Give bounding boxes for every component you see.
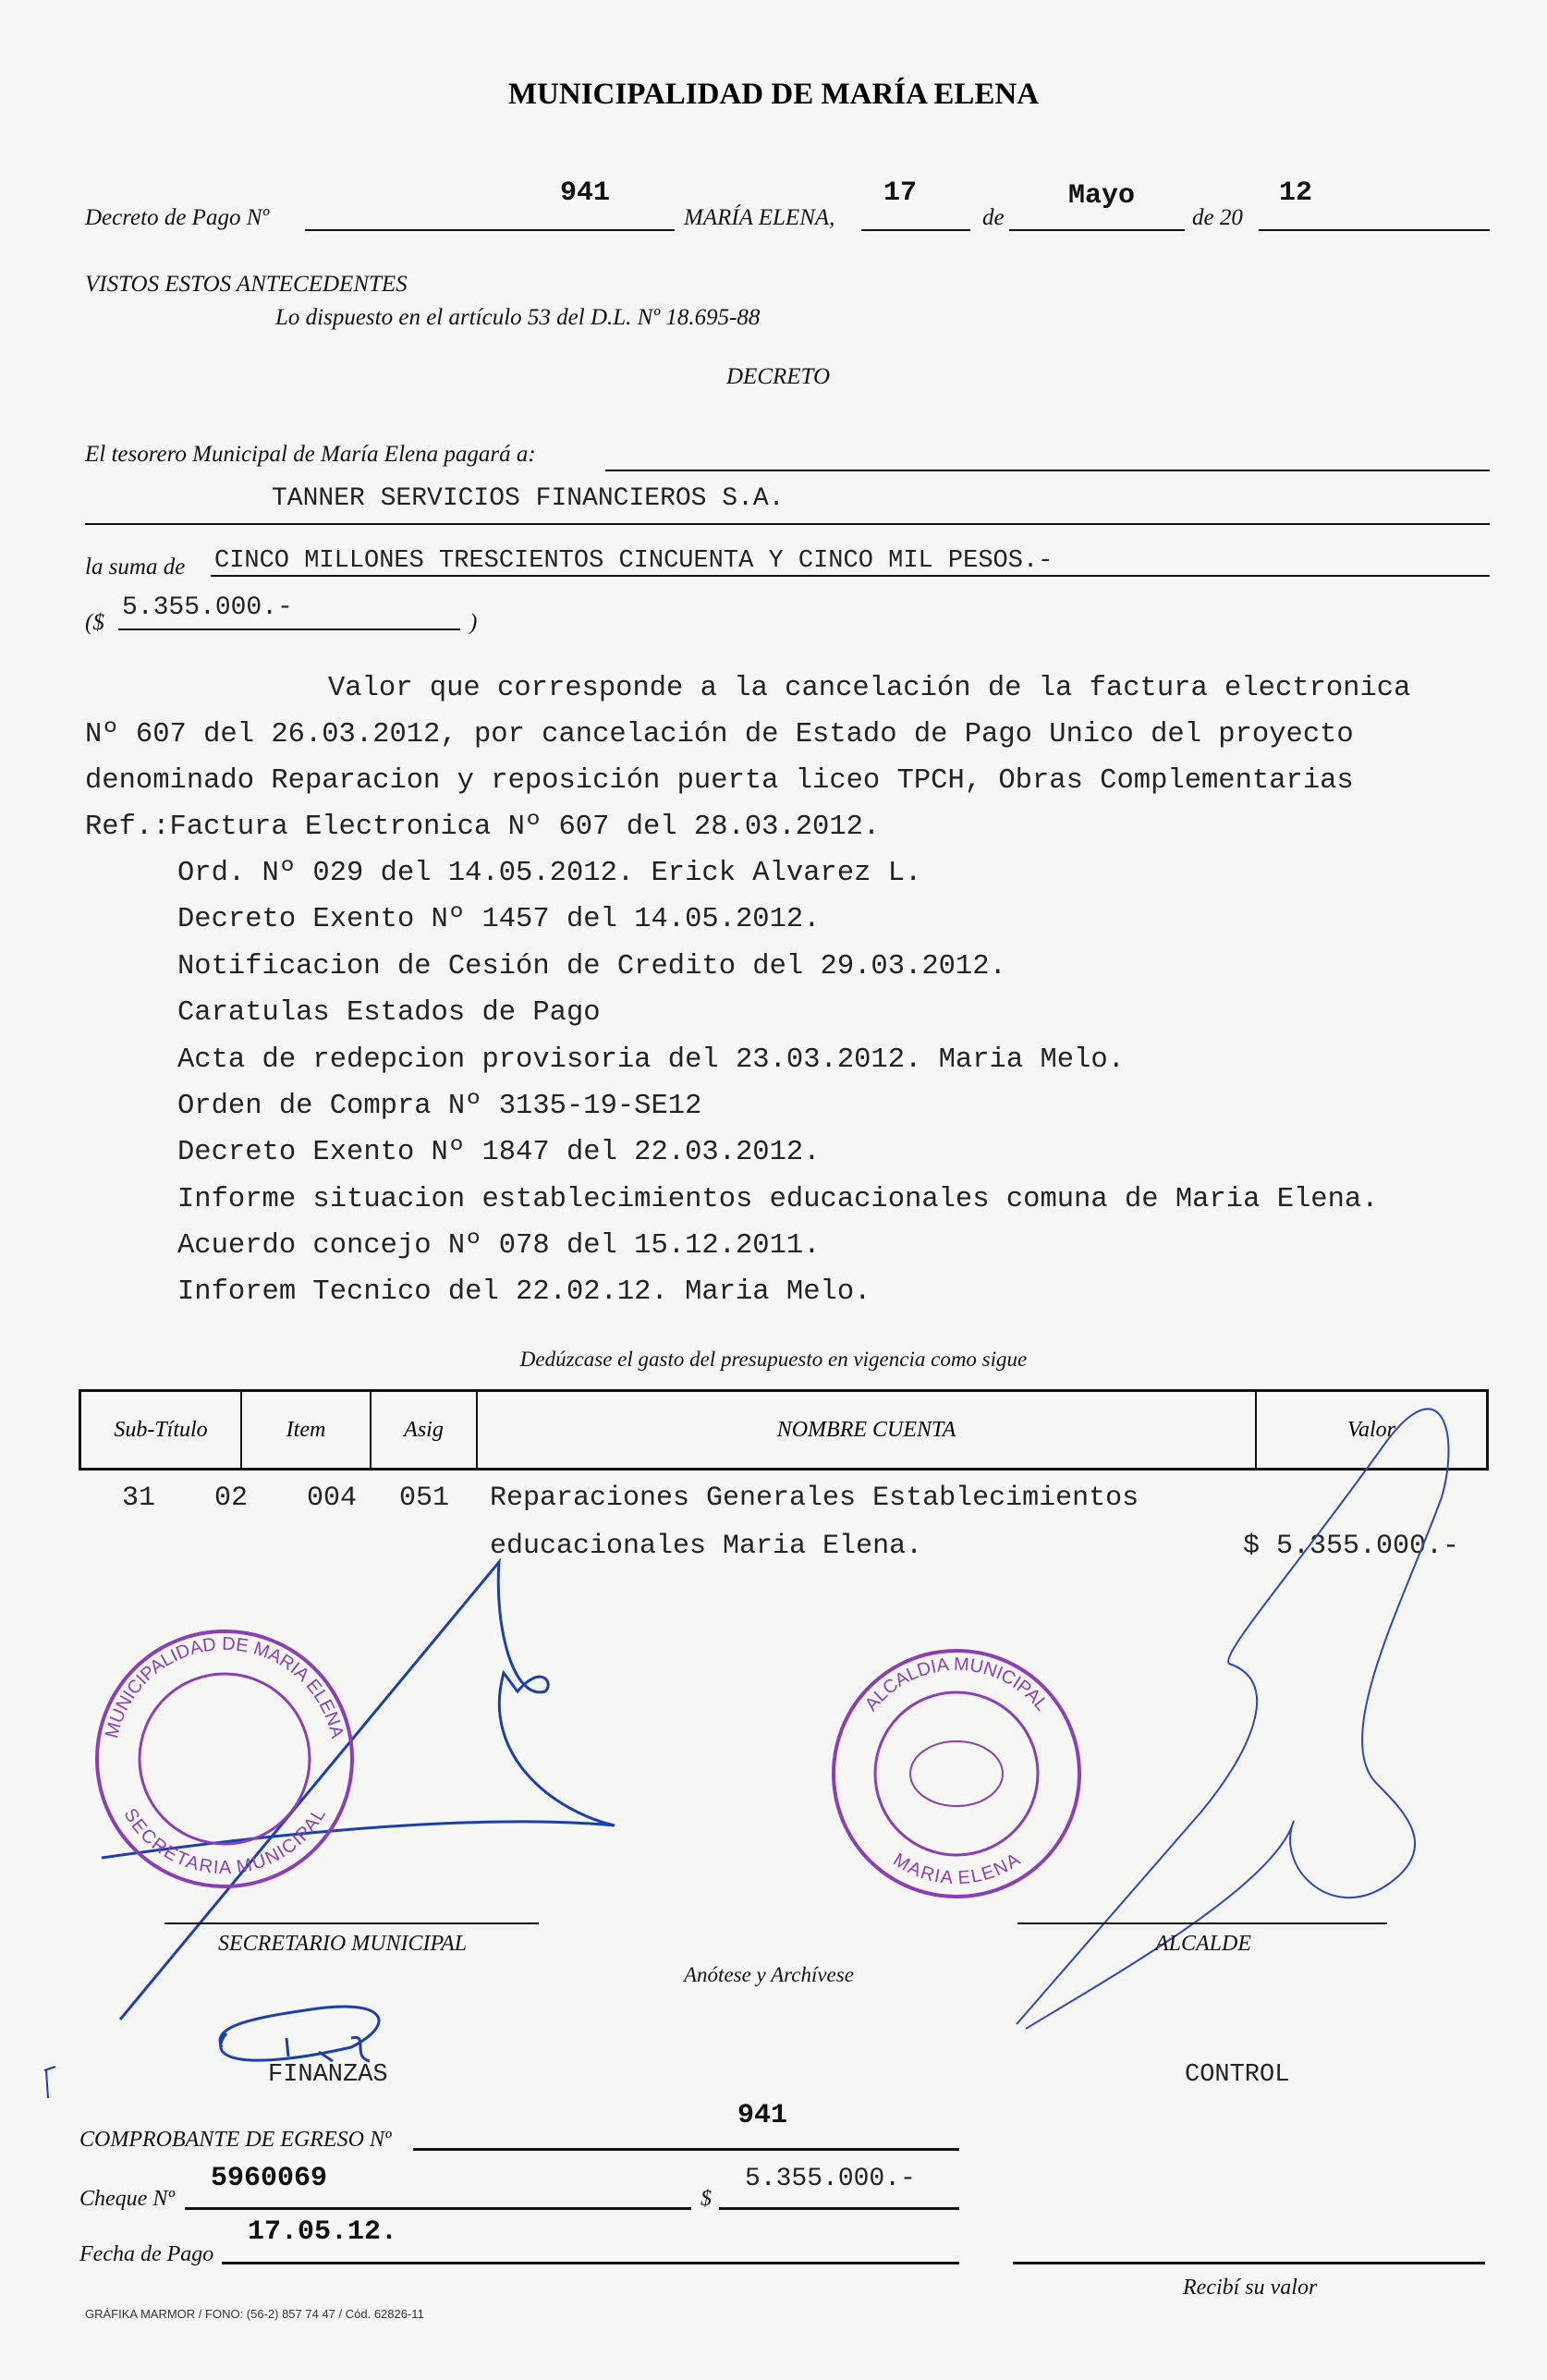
- dispuesto-text: Lo dispuesto en el artículo 53 del D.L. Nº 18.695-88: [275, 305, 761, 330]
- amount-words: CINCO MILLONES TRESCIENTOS CINCUENTA Y CINCO MIL PESOS.-: [214, 547, 1054, 575]
- finanzas-label: FINANZAS: [268, 2061, 388, 2089]
- amount-suffix: ): [469, 610, 478, 635]
- secretario-label: SECRETARIO MUNICIPAL: [218, 1932, 468, 1956]
- decreto-label: Decreto de Pago Nº: [85, 205, 270, 230]
- printer-footer: GRÁFIKA MARMOR / FONO: (56-2) 857 74 47 / Cód. 62826-11: [85, 2307, 424, 2321]
- cheque-dollar: $: [700, 2187, 712, 2211]
- year-value: 12: [1279, 177, 1313, 209]
- year-prefix: de 20: [1192, 205, 1243, 230]
- month-line: [1009, 229, 1185, 231]
- anotese-label: Anótese y Archívese: [684, 1963, 854, 1986]
- right-stamp-outer-text: ALCALDIA MUNICIPAL: [860, 1654, 1053, 1715]
- recibi-label: Recibí su valor: [1183, 2276, 1318, 2300]
- cheque-value: 5960069: [211, 2163, 328, 2194]
- cheque-amount-line: [719, 2207, 959, 2210]
- fecha-line: [222, 2262, 959, 2264]
- body-line: Nº 607 del 26.03.2012, por cancelación de Estado de Pago Unico del proyecto: [85, 719, 1354, 751]
- row-asig: 004: [307, 1483, 358, 1514]
- secretario-signature-line: [164, 1922, 539, 1924]
- amount-words-line: [211, 575, 1490, 577]
- left-stamp-inner-text: SECRETARIA MUNICIPAL: [119, 1804, 330, 1878]
- payee-label: El tesorero Municipal de María Elena pagará a:: [85, 442, 536, 467]
- reference-item: Informe situacion establecimientos educacionales comuna de Maria Elena.: [177, 1184, 1379, 1215]
- amount-prefix: ($: [85, 610, 104, 635]
- reference-item: Orden de Compra Nº 3135-19-SE12: [177, 1091, 702, 1122]
- day-line: [861, 229, 970, 231]
- left-stamp-graphic: [95, 1629, 354, 1888]
- year-line: [1259, 229, 1490, 231]
- col-nombre-cuenta: NOMBRE CUENTA: [478, 1392, 1257, 1468]
- row-valor: $ 5.355.000.-: [1243, 1531, 1460, 1562]
- cheque-amount: 5.355.000.-: [745, 2165, 916, 2193]
- body-line: Ref.:Factura Electronica Nº 607 del 28.03.2012.: [85, 812, 881, 843]
- day-value: 17: [883, 177, 918, 209]
- place-label: MARÍA ELENA,: [684, 205, 835, 230]
- col-item: Item: [242, 1392, 372, 1468]
- emblem-icon: [910, 1741, 1003, 1806]
- recibi-line: [1013, 2262, 1485, 2264]
- decreto-number: 941: [560, 177, 611, 209]
- pen-mark: [44, 2067, 55, 2098]
- reference-item: Decreto Exento Nº 1457 del 14.05.2012.: [177, 904, 821, 935]
- cheque-label: Cheque Nº: [79, 2187, 175, 2211]
- right-stamp-graphic: [832, 1649, 1081, 1898]
- vistos-heading: VISTOS ESTOS ANTECEDENTES: [85, 272, 408, 297]
- comprobante-label: COMPROBANTE DE EGRESO Nº: [79, 2128, 392, 2152]
- payee-line-1: [605, 470, 1490, 471]
- finanzas-signature: [220, 2007, 379, 2061]
- de-label: de: [982, 205, 1005, 230]
- fecha-value: 17.05.12.: [248, 2216, 398, 2248]
- comprobante-line: [413, 2148, 959, 2151]
- reference-item: Acta de redepcion provisoria del 23.03.2012. Maria Melo.: [177, 1044, 1125, 1076]
- col-subtitulo: Sub-Título: [81, 1392, 242, 1468]
- right-stamp: [832, 1649, 1081, 1898]
- row-item: 02: [214, 1483, 249, 1514]
- budget-table-header: [79, 1389, 1489, 1471]
- fecha-label: Fecha de Pago: [79, 2242, 214, 2266]
- page-title: MUNICIPALIDAD DE MARÍA ELENA: [507, 78, 1040, 111]
- reference-item: Notificacion de Cesión de Credito del 29.03.2012.: [177, 951, 1006, 983]
- right-stamp-bottom-text: MARIA ELENA: [889, 1849, 1024, 1888]
- col-valor: Valor: [1346, 1417, 1395, 1442]
- decreto-number-line: [305, 229, 675, 231]
- row-subtitulo: 31: [122, 1483, 156, 1514]
- body-line: Valor que corresponde a la cancelación de la factura electronica: [328, 673, 1411, 704]
- budget-caption: Dedúzcase el gasto del presupuesto en vigencia como sigue: [519, 1348, 1028, 1371]
- alcalde-signature-line: [1017, 1922, 1387, 1924]
- reference-item: Acuerdo concejo Nº 078 del 15.12.2011.: [177, 1230, 821, 1262]
- left-stamp-outer-text: MUNICIPALIDAD DE MARIA ELENA: [102, 1633, 347, 1740]
- amount-value-line: [118, 629, 460, 630]
- reference-item: Decreto Exento Nº 1847 del 22.03.2012.: [177, 1137, 821, 1168]
- comprobante-value: 941: [737, 2100, 788, 2131]
- body-line: denominado Reparacion y reposición puerta liceo TPCH, Obras Complementarias: [85, 765, 1354, 797]
- decreto-heading: DECRETO: [726, 364, 831, 389]
- row-asig-2: 051: [399, 1483, 450, 1514]
- amount-label: la suma de: [85, 555, 186, 580]
- row-nombre-1: Reparaciones Generales Establecimientos: [490, 1483, 1139, 1514]
- payee-name: TANNER SERVICIOS FINANCIEROS S.A.: [272, 484, 785, 513]
- reference-item: Ord. Nº 029 del 14.05.2012. Erick Alvarez L.: [177, 858, 922, 889]
- cheque-line: [185, 2207, 691, 2210]
- row-nombre-2: educacionales Maria Elena.: [490, 1531, 923, 1562]
- month-value: Mayo: [1068, 180, 1136, 212]
- payee-line-2: [85, 523, 1490, 525]
- reference-item: Inforem Tecnico del 22.02.12. Maria Melo.: [177, 1276, 871, 1308]
- amount-value: 5.355.000.-: [122, 593, 293, 622]
- left-stamp: [95, 1629, 354, 1888]
- alcalde-label: ALCALDE: [1155, 1932, 1252, 1956]
- control-label: CONTROL: [1185, 2061, 1290, 2089]
- col-asig: Asig: [372, 1392, 478, 1468]
- reference-item: Caratulas Estados de Pago: [177, 997, 601, 1029]
